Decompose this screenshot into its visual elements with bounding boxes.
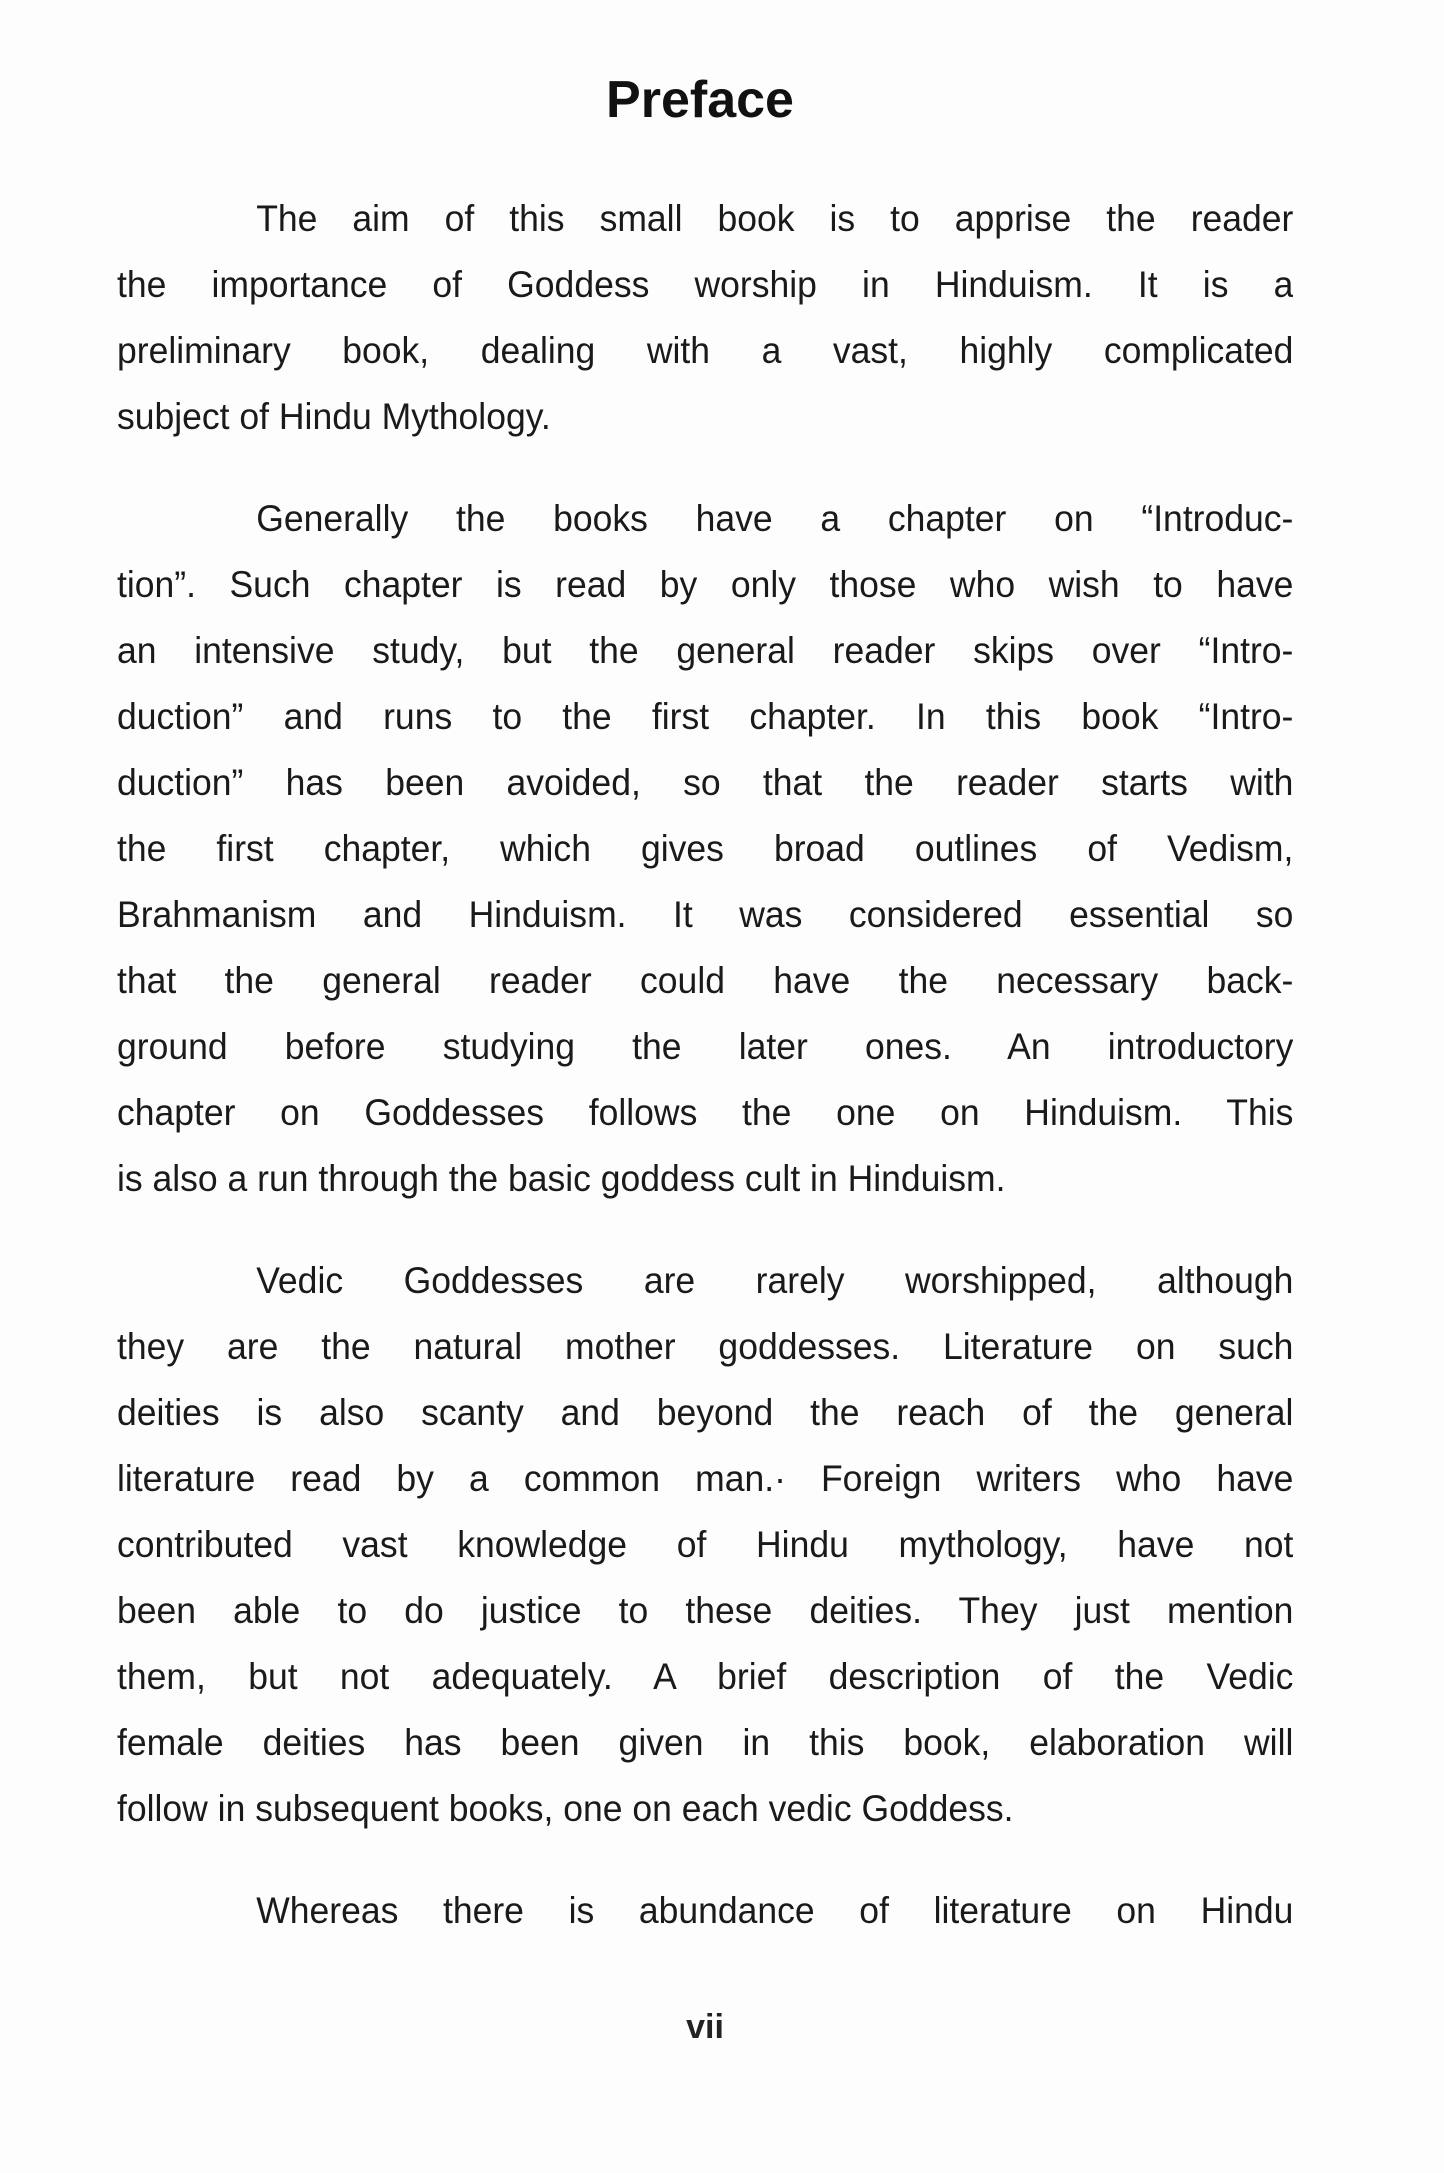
text-line: an intensive study, but the general reader skips over “Intro- — [117, 630, 1294, 671]
text-line: contributed vast knowledge of Hindu mythology, have not — [117, 1524, 1294, 1565]
text-line: the first chapter, which gives broad outlines of Vedism, — [117, 828, 1294, 869]
text-line: the importance of Goddess worship in Hinduism. It is a — [117, 264, 1294, 305]
text-line: Vedic Goddesses are rarely worshipped, although — [256, 1260, 1294, 1301]
text-line: deities is also scanty and beyond the reach of the general — [117, 1392, 1294, 1433]
text-line: Generally the books have a chapter on “Introduc- — [256, 498, 1294, 539]
text-line: they are the natural mother goddesses. Literature on such — [117, 1326, 1294, 1367]
text-line: Brahmanism and Hinduism. It was considered essential so — [117, 894, 1294, 935]
text-line: tion”. Such chapter is read by only those who wish to have — [117, 564, 1294, 605]
text-line: duction” has been avoided, so that the reader starts with — [117, 762, 1294, 803]
text-line: duction” and runs to the first chapter. In this book “Intro- — [117, 696, 1294, 737]
text-line: chapter on Goddesses follows the one on Hinduism. This — [117, 1092, 1294, 1133]
paragraph-2 — [117, 486, 1293, 1212]
text-line: been able to do justice to these deities. They just mention — [117, 1590, 1294, 1631]
text-line: Whereas there is abundance of literature on Hindu — [256, 1890, 1294, 1931]
page-number: vii — [686, 2008, 724, 2046]
text-line: ground before studying the later ones. An introductory — [117, 1026, 1294, 1067]
text-line: preliminary book, dealing with a vast, highly complicated — [117, 330, 1294, 371]
text-line: literature read by a common man.· Foreign writers who have — [117, 1458, 1294, 1499]
page-title: Preface — [606, 71, 794, 129]
text-line: The aim of this small book is to apprise the reader — [256, 198, 1294, 239]
text-line: is also a run through the basic goddess cult in Hinduism. — [117, 1158, 1006, 1199]
paragraph-3 — [117, 1248, 1293, 1842]
text-line: subject of Hindu Mythology. — [117, 396, 551, 437]
paragraph-4 — [117, 1878, 1293, 1944]
text-line: them, but not adequately. A brief description of the Vedic — [117, 1656, 1294, 1697]
preface-body — [117, 186, 1293, 1980]
text-line: female deities has been given in this book, elaboration will — [117, 1722, 1294, 1763]
text-line: follow in subsequent books, one on each vedic Goddess. — [117, 1788, 1014, 1829]
text-line: that the general reader could have the necessary back- — [117, 960, 1294, 1001]
paragraph-1 — [117, 186, 1293, 450]
